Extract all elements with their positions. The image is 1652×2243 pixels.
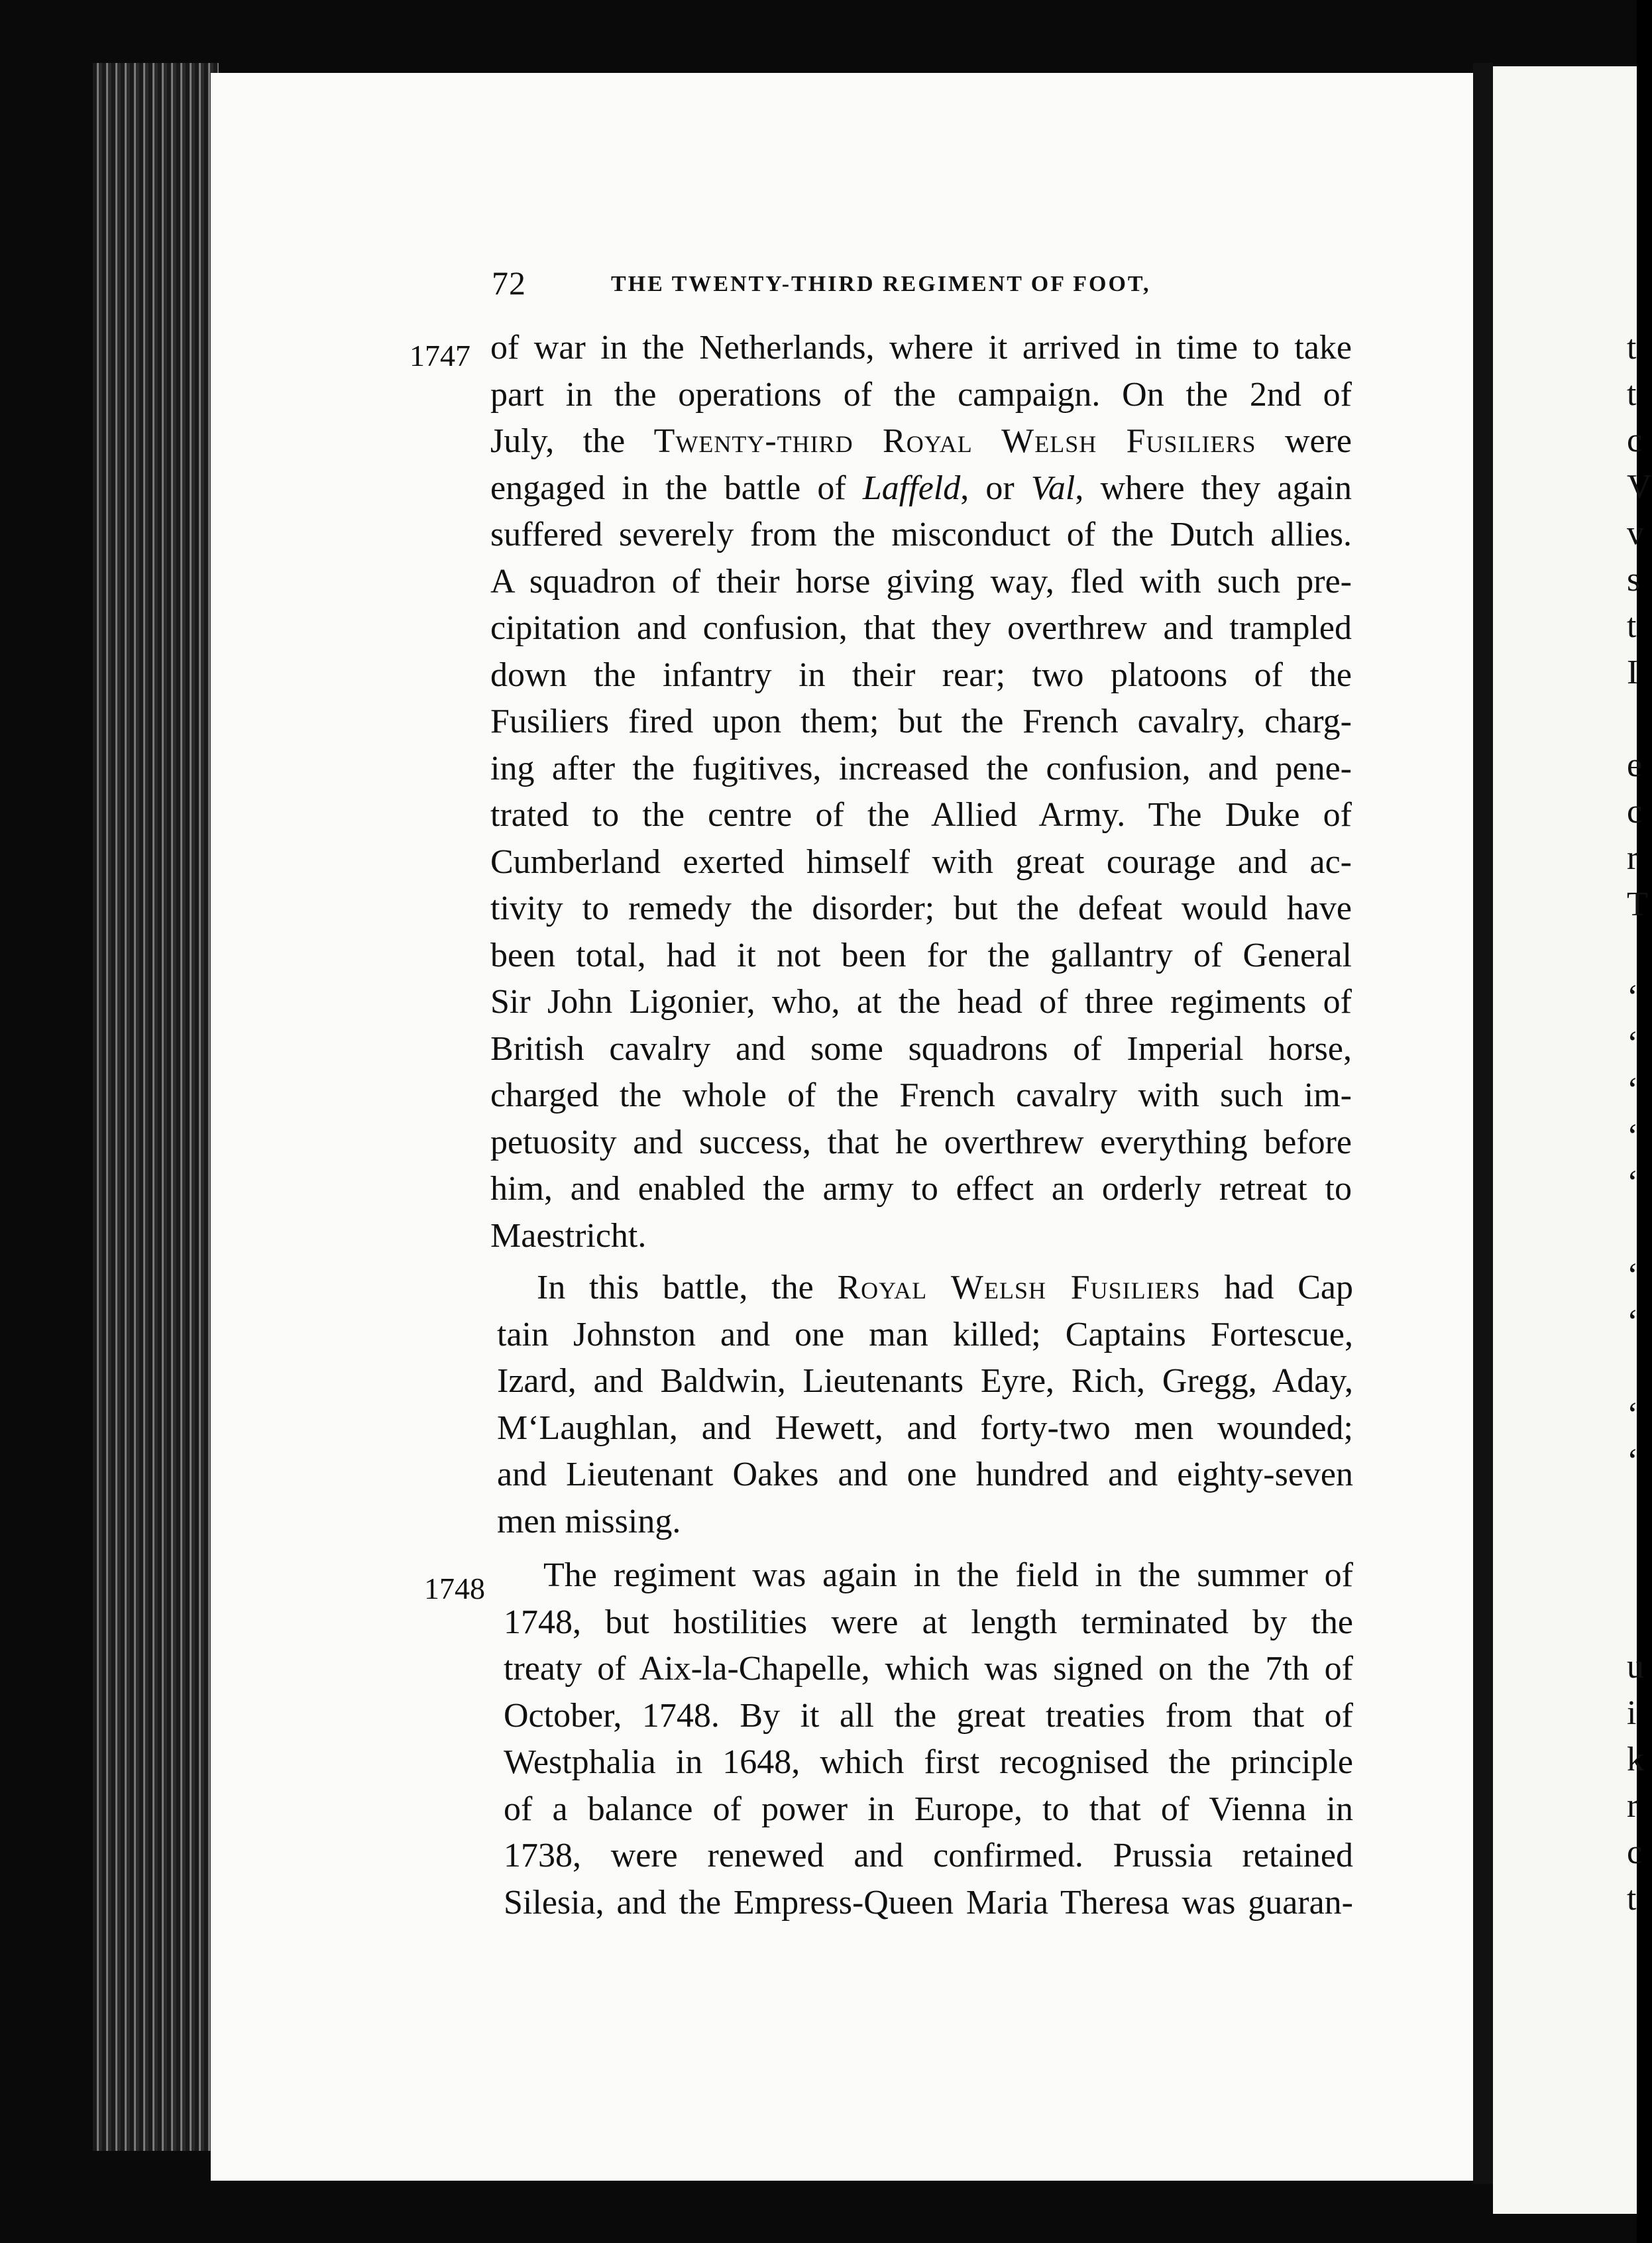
text-line: tain Johnston and one man killed; Captains Fortescue,	[497, 1315, 1353, 1353]
text-line: British cavalry and some squadrons of Imperial horse,	[490, 1029, 1352, 1068]
margin-year-1747: 1747	[410, 339, 470, 373]
text-line: Westphalia in 1648, which first recognised the principle	[504, 1743, 1353, 1781]
facing-fragment: ‘	[1627, 1442, 1639, 1480]
facing-fragment: c	[1627, 1833, 1643, 1871]
text-line: tivity to remedy the disorder; but the defeat would have	[490, 890, 1352, 927]
text-line: treaty of Aix-la-Chapelle, which was signed on the 7th of	[504, 1650, 1353, 1688]
facing-fragment: t	[1627, 1880, 1637, 1918]
text-line: In this battle, the Royal Welsh Fusiliers had Cap	[537, 1269, 1353, 1306]
text-line: A squadron of their horse giving way, fled with such pre-	[490, 562, 1352, 601]
text-line: men missing.	[497, 1502, 681, 1540]
text-line: part in the operations of the campaign. On the 2nd of	[490, 375, 1352, 414]
facing-fragment: s	[1627, 561, 1641, 599]
margin-year-1748: 1748	[424, 1572, 485, 1605]
facing-fragment: t	[1627, 375, 1637, 413]
facing-fragment: ‘	[1627, 1396, 1639, 1434]
paragraph-2	[497, 1265, 1353, 1545]
text-line: and Lieutenant Oakes and one hundred and eighty-seven	[497, 1456, 1353, 1493]
text-line: 1738, were renewed and confirmed. Prussia retained	[504, 1837, 1353, 1874]
facing-fragment: r	[1627, 839, 1639, 877]
text-line: engaged in the battle of Laffeld, or Val, where they again	[490, 469, 1352, 507]
facing-fragment: ‘	[1627, 1303, 1639, 1341]
text-line: The regiment was again in the field in the summer of	[543, 1556, 1353, 1594]
facing-fragment: ‘	[1627, 978, 1639, 1016]
text-line: down the infantry in their rear; two platoons of the	[490, 656, 1352, 694]
text-line: Sir John Ligonier, who, at the head of three regiments of	[490, 983, 1352, 1021]
facing-fragment: v	[1627, 514, 1644, 552]
text-line: July, the Twenty-third Royal Welsh Fusiliers were	[490, 422, 1352, 460]
text-line: been total, had it not been for the gallantry of General	[490, 936, 1352, 974]
facing-fragment: V	[1627, 468, 1652, 506]
text-line: Izard, and Baldwin, Lieutenants Eyre, Rich, Gregg, Aday,	[497, 1362, 1353, 1400]
paragraph-3	[504, 1552, 1353, 1926]
text-line: M‘Laughlan, and Hewett, and forty-two men wounded;	[497, 1409, 1353, 1447]
facing-page	[1493, 66, 1652, 2214]
facing-fragment: ‘	[1627, 1071, 1639, 1109]
paragraph-1	[490, 325, 1352, 1259]
regiment-name: Twenty-third Royal Welsh Fusiliers	[653, 422, 1256, 460]
facing-fragment: t	[1627, 607, 1637, 645]
facing-fragment: ‘	[1627, 1164, 1639, 1202]
text-line: 1748, but hostilities were at length terminated by the	[504, 1603, 1353, 1641]
text-line: cipitation and confusion, that they overthrew and trampled	[490, 609, 1352, 647]
text-line: charged the whole of the French cavalry with such im-	[490, 1076, 1352, 1114]
text-line: ing after the fugitives, increased the confusion, and pene-	[490, 749, 1352, 787]
place-name: Laffeld	[862, 469, 961, 507]
facing-fragment: I	[1627, 654, 1639, 691]
facing-fragment: c	[1627, 422, 1643, 459]
text-line: Cumberland exerted himself with great courage and ac-	[490, 842, 1352, 881]
facing-fragment: ‘	[1627, 1257, 1639, 1294]
facing-fragment: T	[1627, 886, 1648, 923]
facing-fragment: ‘	[1627, 1118, 1639, 1155]
text-line: him, and enabled the army to effect an orderly retreat to	[490, 1170, 1352, 1208]
place-name: Val	[1030, 469, 1075, 507]
text-line: October, 1748. By it all the great treaties from that of	[504, 1696, 1353, 1735]
facing-fragment: r	[1627, 1787, 1639, 1825]
facing-fragment: e	[1627, 746, 1643, 784]
regiment-name: Royal Welsh Fusiliers	[837, 1269, 1201, 1306]
facing-fragment: c	[1627, 793, 1643, 831]
text-line: Silesia, and the Empress-Queen Maria Theresa was guaran-	[504, 1883, 1353, 1922]
facing-fragment: i	[1627, 1694, 1637, 1732]
facing-fragment: u	[1627, 1648, 1644, 1686]
page-header	[492, 264, 1366, 310]
facing-fragment: k	[1627, 1741, 1644, 1778]
text-line: Maestricht.	[490, 1216, 647, 1255]
text-line: of war in the Netherlands, where it arrived in time to take	[490, 329, 1352, 367]
text-line: Fusiliers fired upon them; but the French cavalry, charg-	[490, 703, 1352, 740]
running-title: THE TWENTY-THIRD REGIMENT OF FOOT,	[611, 272, 1151, 296]
text-line: suffered severely from the misconduct of the Dutch allies.	[490, 516, 1352, 553]
text-line: trated to the centre of the Allied Army. The Duke of	[490, 796, 1352, 834]
text-line: of a balance of power in Europe, to that of Vienna in	[504, 1790, 1353, 1828]
text-line: petuosity and success, that he overthrew everything before	[490, 1123, 1352, 1161]
facing-fragment: t	[1627, 329, 1637, 367]
page-number: 72	[492, 264, 526, 302]
binding-gutter	[1473, 63, 1493, 2184]
facing-fragment: ‘	[1627, 1025, 1639, 1063]
page-stack-edge	[93, 63, 219, 2151]
